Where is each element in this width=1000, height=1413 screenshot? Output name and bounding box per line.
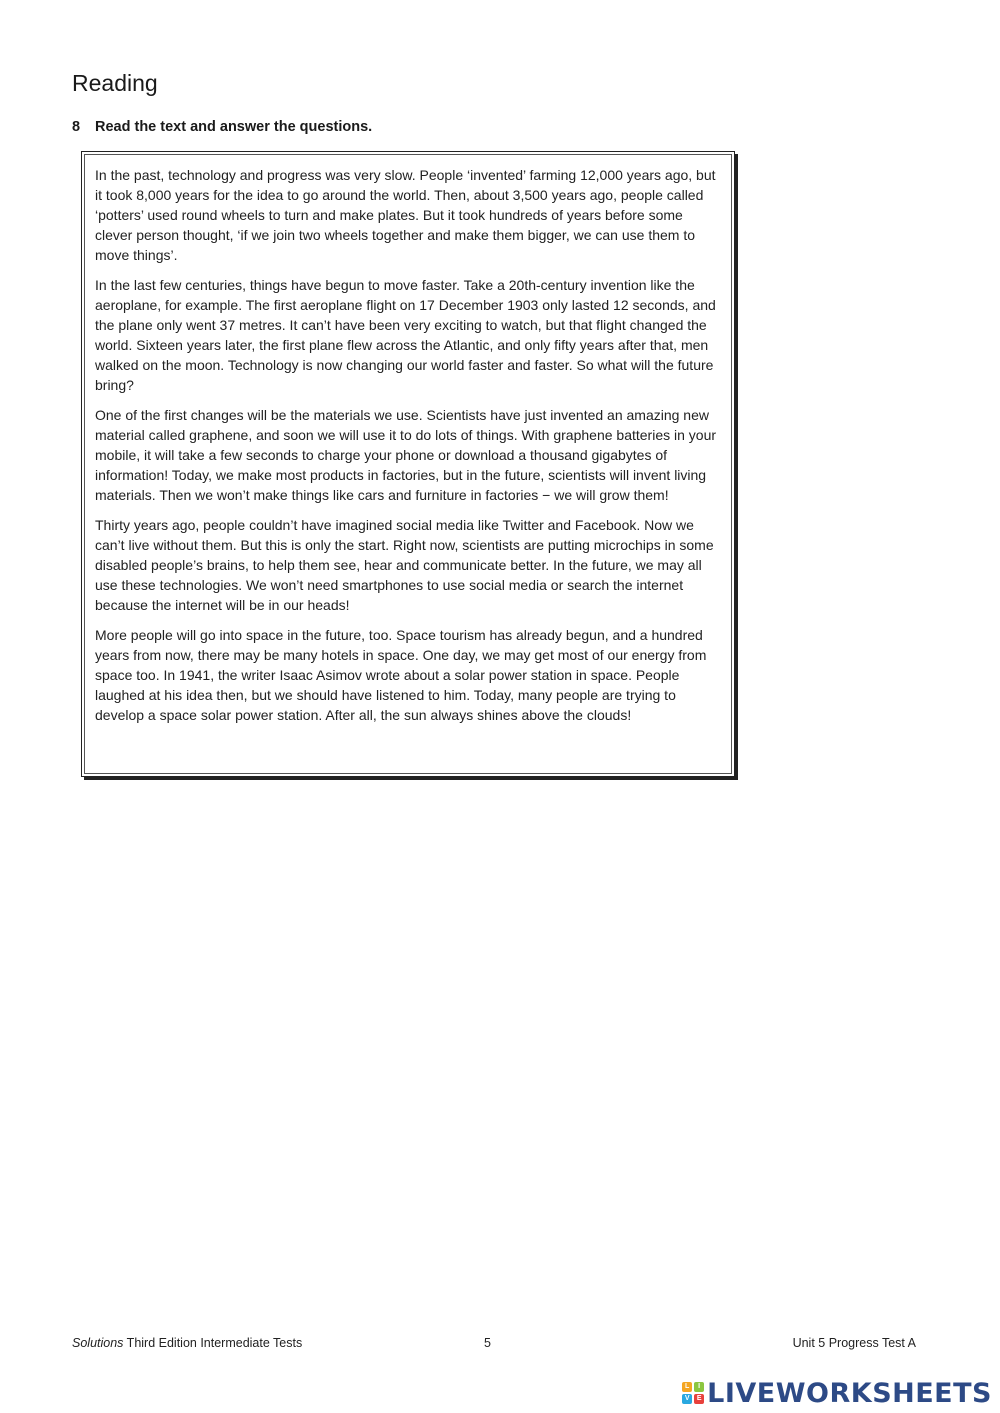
reading-paragraph-4: Thirty years ago, people couldn’t have imagined social media like Twitter and Facebook. Now we can’t live without them. But this is only the start. Right now, scientists are putting microchips in some disabled people’s brains, to help them see, hear and communicate better. In the future, we may all use these technologies. We won’t need smartphones to use social media or search the internet because the internet will be in our heads! xyxy=(95,517,714,613)
footer-brand: Solutions xyxy=(72,1336,124,1350)
footer-book-title xyxy=(72,1336,302,1350)
logo-mark-e: E xyxy=(694,1394,704,1404)
exercise-number: 8 xyxy=(72,119,81,135)
exercise-heading xyxy=(72,119,372,135)
reading-paragraph-3: One of the first changes will be the materials we use. Scientists have just invented an amazing new material called graphene, and soon we will use it to do lots of things. With graphene batteries in your mobile, it will take a few seconds to charge your phone or download a thousand gigabytes of information! Today, we make most products in factories, but in the future, scientists will invent living materials. Then we won’t make things like cars and furniture in factories − we will grow them! xyxy=(95,407,717,503)
logo-mark-l: L xyxy=(682,1382,692,1392)
liveworksheets-logo[interactable] xyxy=(682,1378,992,1408)
reading-paragraph-5: More people will go into space in the future, too. Space tourism has already begun, and a hundred years from now, there may be many hotels in space. One day, we may get most of our energy from space too. In 1941, the writer Isaac Asimov wrote about a solar power station in space. People laughed at his idea then, but we should have listened to him. Today, many people are trying to develop a space solar power station. After all, the sun always shines above the clouds! xyxy=(95,627,707,723)
logo-mark-v: V xyxy=(682,1394,692,1404)
reading-text-box xyxy=(81,151,735,777)
logo-mark-i: I xyxy=(694,1382,704,1392)
section-title: Reading xyxy=(72,70,158,96)
footer-page-number: 5 xyxy=(484,1336,491,1350)
liveworksheets-logo-icon xyxy=(682,1382,704,1404)
reading-paragraph-2: In the last few centuries, things have begun to move faster. Take a 20th-century invention like the aeroplane, for example. The first aeroplane flight on 17 December 1903 only lasted 12 seconds, and the plane only went 37 metres. It can’t have been very exciting to watch, but that flight changed the world. Sixteen years later, the first plane flew across the Atlantic, and only fifty years after that, men walked on the moon. Technology is now changing our world faster and faster. So what will the future bring? xyxy=(95,277,716,393)
footer-book-subtitle: Third Edition Intermediate Tests xyxy=(123,1336,303,1350)
reading-paragraph-1: In the past, technology and progress was very slow. People ‘invented’ farming 12,000 years ago, but it took 8,000 years for the idea to go around the world. Then, about 3,500 years ago, people called ‘potters’ used round wheels to turn and make plates. But it took hundreds of years before some clever person thought, ‘if we join two wheels together and make them bigger, we can use them to move things’. xyxy=(95,167,716,263)
footer-test-name: Unit 5 Progress Test A xyxy=(792,1336,916,1350)
exercise-instruction: Read the text and answer the questions. xyxy=(95,119,373,135)
liveworksheets-logo-text: LIVEWORKSHEETS xyxy=(707,1377,992,1409)
